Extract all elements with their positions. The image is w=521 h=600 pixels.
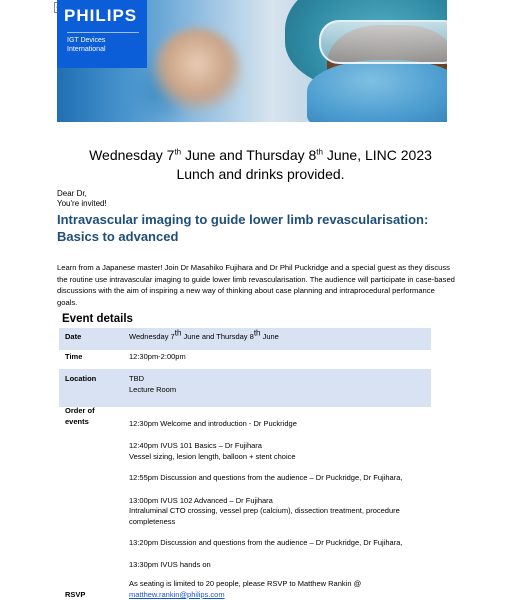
date-label: Date (65, 332, 82, 341)
agenda-item-detail: Intraluminal CTO crossing, vessel prep (calcium), dissection treatment, procedure (129, 506, 400, 515)
event-title: Intravascular imaging to guide lower limb revascularisation: Basics to advanced (57, 212, 429, 244)
location-line1: TBD (129, 374, 144, 383)
agenda-item: 13:30pm IVUS hands on (129, 560, 211, 569)
lunch-note: Lunch and drinks provided. (176, 166, 345, 182)
agenda-item: 13:00pm IVUS 102 Advanced – Dr Fujihara (129, 496, 273, 505)
location-label: Location (65, 374, 97, 383)
time-label: Time (65, 352, 83, 361)
logo-divider (67, 32, 139, 33)
event-details-heading: Event details (62, 313, 133, 325)
agenda-item: 12:30pm Welcome and introduction - Dr Puckridge (129, 419, 297, 428)
order-label-line1: Order of (65, 406, 95, 415)
agenda-item-detail: completeness (129, 517, 176, 526)
rsvp-note: As seating is limited to 20 people, please RSVP to Matthew Rankin @ (129, 579, 362, 588)
agenda-item: 12:55pm Discussion and questions from the audience – Dr Puckridge, Dr Fujihara, (129, 473, 403, 482)
rsvp-email-link[interactable]: matthew.rankin@philips.com (129, 590, 225, 599)
location-line2: Lecture Room (129, 385, 177, 394)
logo-subtitle-line2: International (67, 46, 106, 53)
rsvp-label: RSVP (65, 590, 86, 599)
logo-subtitle-line1: IGT Devices (67, 37, 106, 44)
event-dates-heading: Wednesday 7th June and Thursday 8th June, LINC 2023 (89, 147, 432, 163)
brand-wordmark: PHILIPS (64, 6, 138, 25)
agenda-item: 12:40pm IVUS 101 Basics – Dr Fujihara (129, 441, 262, 450)
agenda-item: 13:20pm Discussion and questions from the audience – Dr Puckridge, Dr Fujihara, (129, 538, 403, 547)
order-label-line2: events (65, 417, 89, 426)
time-value: 12:30pm-2:00pm (129, 352, 186, 361)
invite-line: You're invited! (57, 199, 107, 208)
intro-paragraph: Learn from a Japanese master! Join Dr Masahiko Fujihara and Dr Phil Puckridge and a special guest as they discuss the routine use intravascular imaging to guide lower limb revascularisation. The audience will participate in case-based discussions with the aim of inspiring a new way of thinking about case planning and intraprocedural performance goals. (57, 263, 455, 307)
philips-logo (57, 0, 147, 68)
agenda-item-detail: Vessel sizing, lesion length, balloon + stent choice (129, 452, 296, 461)
greeting: Dear Dr, (57, 189, 87, 198)
date-value: Wednesday 7th June and Thursday 8th June (129, 328, 279, 341)
